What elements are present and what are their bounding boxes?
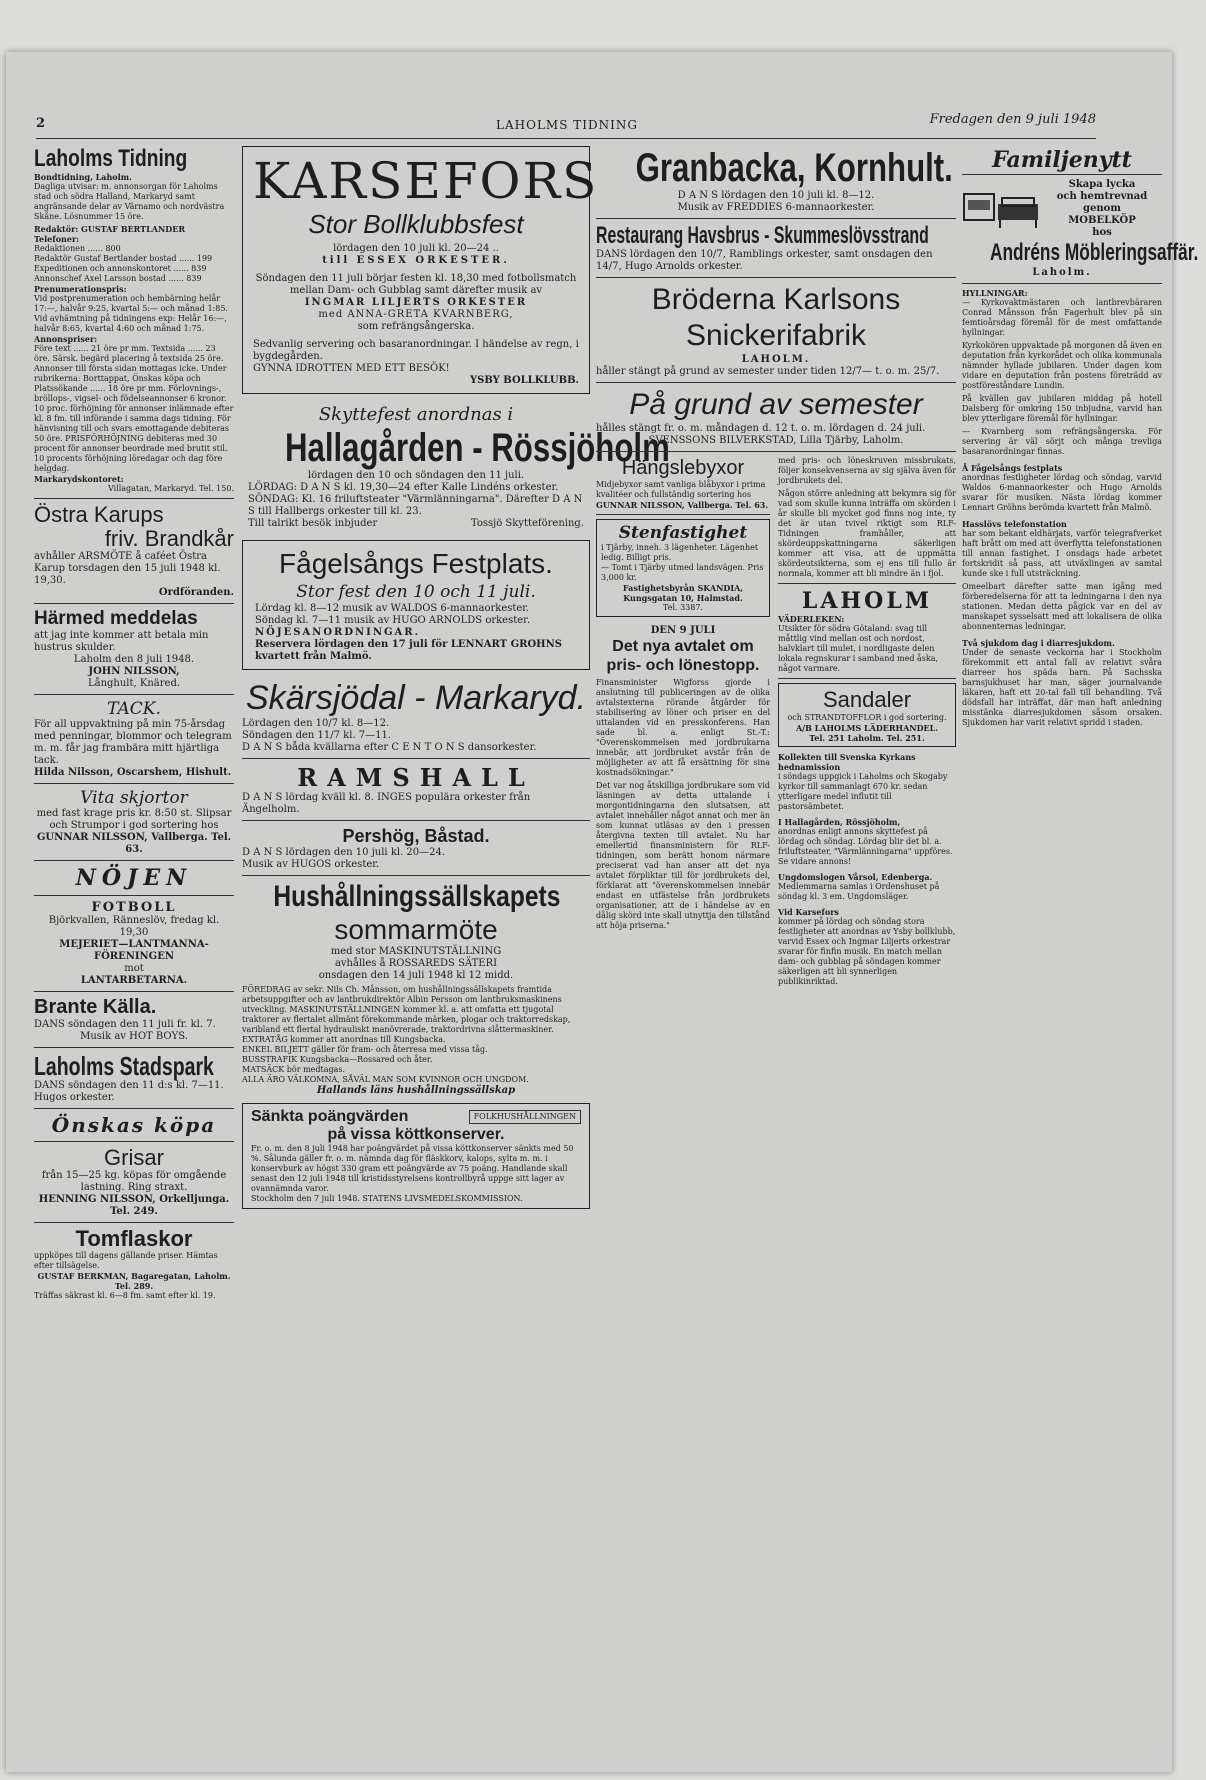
sten-sign: Tel. 3387. bbox=[663, 603, 703, 612]
ostra-karup-ad bbox=[34, 503, 234, 599]
sandaler-title: Sandaler bbox=[822, 687, 912, 712]
sankta-ad bbox=[242, 1103, 590, 1209]
skapa-line: genom bbox=[1083, 203, 1121, 214]
page-header bbox=[36, 112, 1096, 139]
skarsjodal-ad bbox=[242, 678, 590, 754]
hush-line: med stor MASKINUTSTÄLLNING bbox=[330, 946, 502, 957]
granbacka-ad bbox=[596, 146, 956, 214]
fotboll-text: Björkvallen, Ränneslöv, fredag kl. 19,30 bbox=[48, 915, 220, 938]
tack-sign: Hilda Nilsson, Oscarshem, Hishult. bbox=[34, 767, 232, 778]
tack-ad bbox=[34, 699, 234, 779]
sankta-sign: Stockholm den 7 juli 1948. STATENS LIVSMEDELSKOMMISSION. bbox=[251, 1194, 523, 1203]
sankta-head bbox=[251, 1108, 581, 1126]
karsefors-line: till ESSEX ORKESTER. bbox=[322, 255, 510, 266]
col3-left bbox=[596, 456, 770, 987]
fagel-line: Lördag kl. 8—12 musik av WALDOS 6-mannaorkester. bbox=[255, 603, 530, 614]
skarsjo-title: Skärsjödal - Markaryd. bbox=[245, 679, 587, 717]
prenum-text: Vid postprenumeration och hembärning helår 17:—, halvår 9:25, kvartal 5:— och månad 1:85. Vid avhämtning på tidningens exp: Helår 16:—, halvår 8:65, kvartal 4:60 och månad 1:75. bbox=[34, 294, 228, 333]
karsefors-ad bbox=[242, 146, 599, 394]
article-paragraph: med pris- och löneskruven missbrukats, följer konsekvenserna av sig själva även för jordbrukets del. bbox=[778, 456, 956, 485]
karsefors-line: GYNNA IDROTTEN MED ETT BESÖK! bbox=[253, 363, 450, 374]
sankta-box: FOLKHUSHÅLLNINGEN bbox=[469, 1110, 581, 1124]
furniture-icon bbox=[962, 186, 1042, 232]
tomflaskor-ad bbox=[34, 1227, 234, 1301]
sandaler-ad bbox=[778, 683, 956, 747]
skytte-line: LÖRDAG: D A N S kl. 19,30—24 efter Kalle Lindéns orkester. bbox=[248, 482, 559, 493]
ungdom-title: Ungdomslogen Vårsol, Edenberga. bbox=[778, 872, 933, 882]
pershog-title: Pershög, Båstad. bbox=[342, 826, 490, 846]
markaryd-address: Villagatan, Markaryd. Tel. 150. bbox=[107, 484, 234, 493]
ostra-title: Östra Karups bbox=[34, 502, 164, 527]
pershog-line: Musik av HUGOS orkester. bbox=[242, 859, 380, 870]
karsefors-line: med ANNA-GRETA KVARNBERG, bbox=[318, 309, 514, 320]
vader-text: Utsikter för södra Götaland: svag till måttlig vind mellan ost och nordost, halvklart till mulet, i nordligaste delen lokala regnskurar i samband med åska, något varmare. bbox=[778, 624, 939, 673]
sandaler-sign: Tel. 251 Laholm. Tel. 251. bbox=[809, 733, 925, 743]
skarsjo-line: Lördagen den 10/7 kl. 8—12. bbox=[242, 718, 390, 729]
tomflaskor-sign: GUSTAF BERKMAN, Bagaregatan, Laholm. Tel. 289. bbox=[37, 1271, 231, 1291]
masthead-intro: Dagliga utvisar: m. annonsorgan för Laholms stad och södra Halland, Markaryd samt angränsande delar av Värnamo och nordvästra Skåne. Lösnummer 15 öre. bbox=[34, 182, 225, 221]
ostra-text: avhåller ARSMÖTE å caféet Östra Karup torsdagen den 15 juli 1948 kl. 19,30. bbox=[34, 551, 221, 586]
sandaler-sign: A/B LAHOLMS LÄDERHANDEL. bbox=[795, 723, 939, 733]
hush-line: MATSÄCK bör medtagas. bbox=[242, 1065, 346, 1074]
phone-row: Annonschef Axel Larsson bostad ...... 839 bbox=[34, 274, 202, 283]
fotboll-title: FOTBOLL bbox=[91, 900, 177, 915]
phone-row: Redaktionen ...... 800 bbox=[34, 244, 121, 253]
fotboll-opp: LANTARBETARNA. bbox=[80, 975, 188, 986]
vita-sign: GUNNAR NILSSON, Vallberga. Tel. 63. bbox=[36, 832, 232, 855]
paper-name: LAHOLMS TIDNING bbox=[496, 118, 638, 132]
hush-title: Hushållningssällskapets bbox=[273, 880, 561, 913]
fagel-subtitle: Stor fest den 10 och 11 juli. bbox=[296, 582, 536, 602]
issue-date: Fredagen den 9 juli 1948 bbox=[929, 112, 1096, 127]
karsefors-sign: YSBY BOLLKLUBB. bbox=[470, 375, 579, 386]
article-date: DEN 9 JULI bbox=[650, 625, 716, 636]
fagel-title: Fågelsångs Festplats. bbox=[279, 548, 553, 579]
article-paragraph: Finansminister Wigforss gjorde i anslutning till publiceringen av de olika avtalstexterna rörande åtgärder för stabilisering av löner och priser en del uttalanden vid en presskonferens. Han sade bl. a. enligt St.-T.: "Överenskommelsen med jordbrukarna innebär, att jordbruket avstår från de möjligheter av att få ersättning för sina kostnadsökningar." bbox=[596, 678, 770, 777]
hang-title: Hängslebyxor bbox=[621, 457, 745, 479]
ungdom-text: Medlemmarna samlas i Ordenshuset på söndag kl. 3 em. Ungdomsläger. bbox=[778, 882, 940, 901]
skytte-line: lördagen den 10 och söndagen den 11 juli. bbox=[307, 470, 525, 481]
page-number: 2 bbox=[36, 116, 46, 131]
kollekt-title: Kollekten till Svenska Kyrkans hednamission bbox=[778, 752, 916, 772]
sten-title: Stenfastighet bbox=[618, 523, 748, 543]
harmed-title: Härmed meddelas bbox=[34, 608, 198, 629]
semester-title: På grund av semester bbox=[629, 388, 923, 421]
sten-line: — Tomt i Tjärby utmed landsvägen. Pris 3,000 kr. bbox=[601, 563, 764, 582]
havsbrus-title: Restaurang Havsbrus - Skummeslövsstrand bbox=[596, 222, 929, 249]
phones-label: Telefoner: bbox=[34, 234, 80, 244]
ostra-sign: Ordföranden. bbox=[158, 587, 234, 598]
fagel-news-text: anordnas festligheter lördag och söndag, varvid Waldos 6-mannaorkester och Hugo Arnolds svarar för musiken. Nästa lördag kommer Lennart Gröhns berömda kvartett från Malmö. bbox=[962, 473, 1162, 512]
newspaper-page bbox=[6, 52, 1199, 1772]
skytte-sign: Tossjö Skytteförening. bbox=[470, 518, 584, 529]
hyll-paragraph: På kvällen gav jubilaren middag på hotell Dalsberg för omkring 150 inbjudna, varvid han blev ytterligare föremål för hyllningar. bbox=[962, 394, 1162, 423]
karsefors-line: som refrängsångerska. bbox=[357, 321, 475, 332]
fagel-line: Söndag kl. 7—11 musik av HUGO ARNOLDS orkester. bbox=[255, 615, 531, 626]
column-1 bbox=[34, 146, 234, 1301]
stadspark-ad bbox=[34, 1052, 234, 1104]
havsbrus-ad bbox=[596, 223, 956, 273]
brante-title: Brante Källa. bbox=[34, 996, 157, 1018]
karse-text: kommer på lördag och söndag stora festligheter att anordnas av Ysby bollklubb, varvid Essex och Ingmar Liljerts orkestrar svarar för finfin musik. En match mellan dam- och gubblag på söndagen kommer säkerligen att bli synnerligen publikinriktad. bbox=[778, 917, 956, 986]
karsefors-line: lördagen den 10 juli kl. 20—24 .. bbox=[333, 243, 499, 254]
fagelsang-ad bbox=[242, 540, 590, 670]
skarsjo-line: D A N S båda kvällarna efter C E N T O N S dansorkester. bbox=[242, 742, 537, 753]
granbacka-line: Musik av FREDDIES 6-mannaorkester. bbox=[677, 202, 875, 213]
article-paragraph: Någon större anledning att bekymra sig för vad som skulle kunna inträffa om skörden i år skulle bli mycket god finns nog inte, ty det är utan tvivel riktigt som RLF-Tidningen framhåller, att skördeuppskattningarna säkerligen kommer att visa, att de uppmätta skördeutsikterna, som ej ens till fullo är normala, kommer att bli mindre än i fjol. bbox=[778, 489, 956, 578]
skapa-line: MOBELKÖP bbox=[1068, 215, 1136, 226]
masthead-subtitle: Bondtidning, Laholm. bbox=[34, 172, 132, 182]
fagel-line: Reservera lördagen den 17 juli för LENNART GROHNS kvartett från Malmö. bbox=[255, 639, 562, 662]
tack-title: TACK. bbox=[107, 699, 161, 719]
vita-text: med fast krage pris kr. 8:50 st. Slipsar och Strumpor i god sortering hos bbox=[36, 808, 232, 831]
hyll-paragraph: — Kvarnberg som refrängsångerska. För servering är väl sörjt och många trevliga basaranordningar finnas. bbox=[962, 427, 1162, 456]
ramshall-line: D A N S lördag kväll kl. 8. INGES populära orkester från Ängelholm. bbox=[242, 792, 531, 815]
annons-text: Före text ...... 21 öre pr mm. Textsida ...... 23 öre. Särsk. begärd placering å textsida 25 öre. Annonser till första sidan mottagas icke. Under rubrikerna: Borttappat, Önskas köpa och Platssökande ...... 18 öre pr mm. Förlovnings-, bröllops-, vigsel- och födelseannonser 6 kronor. 10 proc. förhöjning för annonser inlämnade efter kl. 8 fm. till införande i samma dags tidning. För hänvisning till och svars emottagande debiteras 50 öre. PRISFÖRHÖJNING debiteras med 30 procent för annonser beordrade med brutit stil. 10 procents förhöjning löredagar och dag före helgdag. bbox=[34, 344, 234, 473]
vita-skjortor-ad bbox=[34, 788, 234, 856]
phone-row: Redaktör Gustaf Bertlander bostad ...... 199 bbox=[34, 254, 213, 263]
masthead-title: Laholms Tidning bbox=[34, 145, 188, 172]
fagel-line: NÖJESANORDNINGAR. bbox=[255, 627, 421, 638]
sankta-title: Sänkta poängvärden bbox=[251, 1108, 409, 1125]
hassl-title: Hasslövs telefonstation bbox=[962, 519, 1067, 529]
andrens-ad bbox=[962, 179, 1162, 239]
brante-ad bbox=[34, 996, 234, 1043]
karse-title: Vid Karsefors bbox=[778, 907, 839, 917]
hyll-paragraph: — Kyrkovaktmästaren och lantbrevbäraren Conrad Månsson från Fagerhult blev på sin femtioårsdag föremål för de mest omfattande hyllningar. bbox=[962, 298, 1162, 337]
masthead-editor: Redaktör: GUSTAF BERTLANDER bbox=[34, 224, 185, 234]
prenum-label: Prenumerationspris: bbox=[34, 284, 127, 294]
harmed-ad bbox=[34, 608, 234, 690]
col3-split bbox=[596, 456, 956, 987]
sandaler-line: och STRANDTOFFLOR i god sortering. bbox=[787, 713, 947, 722]
karsefors-subtitle: Stor Bollklubbsfest bbox=[308, 209, 524, 239]
tva-title: Två sjukdom dag i diarresjukdom. bbox=[962, 638, 1115, 648]
grisar-ad bbox=[34, 1146, 234, 1218]
broderna-ad bbox=[596, 282, 956, 378]
hush-title-2: sommarmöte bbox=[334, 914, 498, 945]
broderna-place: LAHOLM. bbox=[741, 354, 811, 365]
broderna-title: Bröderna Karlsons bbox=[651, 283, 901, 316]
stadspark-title: Laholms Stadspark bbox=[34, 1051, 214, 1081]
vita-title: Vita skjortor bbox=[80, 788, 188, 808]
column-2 bbox=[242, 146, 670, 1209]
harmed-addr: Långhult, Knäred. bbox=[87, 678, 181, 689]
skytte-footer bbox=[248, 518, 584, 530]
tva-text: Under de senaste veckorna har i Stockholm förekommit ett antal fall av relativt svåra diarreer hos späda barn. På Sachsska barnsjukhuset har man, säger journalvande läkaren, haft ett 20-tal fall till behandling. Två dödsfall har inträffat, där man haft anledning misstänka diarresjukdomen såsom orsaken. Sjukdomen har varit relativt spridd i staden. bbox=[962, 648, 1162, 727]
sten-line: i Tjärby, inneh. 3 lägenheter. Lägenhet ledig. Billigt pris. bbox=[601, 543, 759, 562]
tack-text: För all uppvaktning på min 75-årsdag med penningar, blommor och telegram m. m. får jag frambära mitt hjärtliga tack. bbox=[34, 719, 232, 766]
laholm-heading: LAHOLM bbox=[801, 588, 933, 614]
familj-heading: Familjenytt bbox=[962, 146, 1162, 175]
skytte-invite: Till talrikt besök inbjuder bbox=[248, 518, 378, 529]
hallag-text: anordnas enligt annons skyttefest på lördag och söndag. Lördag blir det bl. a. friluftsteater, "Värmlänningarna" uppföres. Se vidare annons! bbox=[778, 827, 953, 866]
hassl-text: har som bekant eldhärjats, varför telegrafverket haft brått om med att överflytta telefonstationen till annan fastighet. I onsdags hade arbetet fortskridit så pass, att utväxlingen av samtal kunde ske i full utsträckning. bbox=[962, 529, 1162, 578]
sankta-body: Fr. o. m. den 8 juli 1948 har poängvärdet på vissa köttkonserver sänkts med 50 %. Sålunda gäller fr. o. m. nämnda dag för fläskkorv, kalops, sylta m. m. i konservburk av högst 330 gram ett poängvärde av 75 poäng. Handlande skall senast den 12 juli 1948 till kristidsstyrelsens kontrollbyrå uppge sitt lager av ovannämnda varor. bbox=[251, 1144, 574, 1193]
sankta-subtitle: på vissa köttkonserver. bbox=[327, 1126, 505, 1143]
fagel-news-title: Å Fågelsångs festplats bbox=[962, 463, 1063, 473]
stadspark-text: DANS söndagen den 11 d:s kl. 7—11. Hugos orkester. bbox=[34, 1080, 224, 1103]
annons-label: Annonspriser: bbox=[34, 334, 98, 344]
ramshall-title: RAMSHALL bbox=[297, 763, 535, 792]
andrens-title: Andréns Möbleringsaffär. bbox=[990, 239, 1199, 266]
article-paragraph: Det var nog åtskilliga jordbrukare som vid läsningen av detta uttalande i morgontidningarna den slutsatsen, att avtalet innehåller något annat och mer än som kunnat utläsas av den i pressen återgivna texten till avtalet. Nu har emellertid finansministern för RLF-tidningen, som berätt honom närmare preciserat vad han anser att det nya avtalet förpliktar till för jordbrukets del, förklarat att "överenskommelsen innebär endast en utfästelse från jordbrukets organisationer, att de i händelse av en dålig skörd inte skall utnyttja den tillstånd att höja priserna." bbox=[596, 781, 770, 930]
karsefors-line: Sedvanlig servering och basaranordningar. I händelse av regn, i bygdegården. bbox=[253, 339, 579, 362]
grisar-title: Grisar bbox=[104, 1145, 164, 1170]
hyll-label: HYLLNINGAR: bbox=[962, 288, 1028, 298]
grisar-text: från 15—25 kg. köpas för omgående lastning. Ring straxt. bbox=[41, 1170, 227, 1193]
tomflaskor-note: Träffas säkrast kl. 6—8 fm. samt efter kl. 19. bbox=[34, 1291, 216, 1300]
markaryd-label: Markarydskontoret: bbox=[34, 474, 124, 484]
hush-body: FÖREDRAG av sekr. Nils Ch. Månsson, om hushållningssällskapets framtida arbetsuppgifter och av lantbrukdirektör Albin Persson om lantbruksmaskinens utveckling. MASKINUTSTÄLLNINGEN kommer kl. a. att omfatta ett tjugotal traktorer av flertalet allmänt förekommande märken, plogar och traktorredskap, varibland ett flertal hydrauliskt manövrerade, traktordrivna slåttermaskiner. EXTRATÅG kommer att anordnas till Kungsbacka. bbox=[242, 985, 571, 1044]
ome-text: Omeelbart därefter satte man igång med förberedelserna för att ta ledningarna i den nya stationen. Medan detta pågick var en del av manskapet sysselsatt med att lokalisera de olika abonnenternas ledningar. bbox=[962, 582, 1162, 631]
ramshall-ad bbox=[242, 763, 590, 816]
hush-sign: Hallands läns hushållningssällskap bbox=[316, 1085, 516, 1096]
hallag-title: I Hallagården, Rössjöholm, bbox=[778, 817, 901, 827]
granbacka-line: D A N S lördagen den 10 juli kl. 8—12. bbox=[677, 190, 875, 201]
karsefors-title: KARSEFORS bbox=[253, 152, 599, 210]
skapa-line: hos bbox=[1092, 227, 1112, 238]
skyttefest-ad bbox=[242, 404, 670, 530]
skytte-head: Skyttefest anordnas i bbox=[318, 404, 514, 425]
skapa-text bbox=[1042, 179, 1162, 239]
hushallning-ad bbox=[242, 880, 590, 1097]
karsefors-line: INGMAR LILJERTS ORKESTER bbox=[304, 297, 528, 308]
hush-line: ENKEL BILJETT gäller för fram- och återresa med vissa tåg. bbox=[242, 1045, 488, 1054]
stenfastighet-ad bbox=[596, 519, 770, 617]
fotboll-teams: MEJERIET—LANTMANNA-FÖRENINGEN bbox=[59, 939, 209, 962]
sten-sign: Fastighetsbyrån SKANDIA, bbox=[622, 583, 744, 593]
onskas-heading: Önskas köpa bbox=[51, 1113, 217, 1137]
ostra-title-2: friv. Brandkår bbox=[104, 526, 234, 551]
skarsjo-line: Söndagen den 11/7 kl. 7—11. bbox=[242, 730, 392, 741]
semester-line: hålles stängt fr. o. m. måndagen d. 12 t. o. m. lördagen d. 24 juli. bbox=[596, 423, 926, 434]
column-4 bbox=[962, 146, 1199, 728]
nojen-heading: NÖJEN bbox=[75, 865, 193, 891]
hangslebyxor-ad bbox=[596, 456, 770, 510]
havsbrus-line: DANS lördagen den 10/7, Ramblings orkester, samt onsdagen den 14/7, Hugo Arnolds orkester. bbox=[596, 249, 933, 272]
fotboll-ad bbox=[34, 900, 234, 987]
harmed-name: JOHN NILSSON, bbox=[88, 666, 180, 677]
sten-sign: Kungsgatan 10, Halmstad. bbox=[623, 593, 743, 603]
kollekt-text: i söndags uppgick i Laholms och Skogaby kyrkor till sammanlagt 670 kr. sedan ytterligare medel influtit till pastorsämbetet. bbox=[778, 772, 948, 811]
phone-row: Expeditionen och annonskontoret ...... 839 bbox=[34, 264, 207, 273]
column-3 bbox=[596, 146, 956, 987]
karsefors-line: Söndagen den 11 juli börjar festen kl. 18,30 med fotbollsmatch mellan Dam- och Gubblag samt därefter musik av bbox=[255, 273, 577, 296]
article-title: Det nya avtalet om pris- och lönestopp. bbox=[606, 638, 760, 674]
andrens-place: Laholm. bbox=[1032, 267, 1092, 278]
harmed-place: Laholm den 8 juli 1948. bbox=[73, 654, 195, 665]
semester-ad bbox=[596, 387, 956, 447]
grisar-sign: HENNING NILSSON, Orkelljunga. Tel. 249. bbox=[38, 1194, 230, 1217]
hang-line: Midjebyxor samt vanliga blåbyxor i prima kvalitéer och fullständig sortering hos bbox=[596, 480, 766, 499]
broderna-title-2: Snickerifabrik bbox=[685, 319, 867, 352]
hush-line: ALLA ÄRO VÄLKOMNA, SÅVÄL MAN SOM KVINNOR OCH UNGDOM. bbox=[242, 1075, 529, 1084]
brante-music: Musik av HOT BOYS. bbox=[80, 1031, 188, 1042]
skytte-line: SÖNDAG: Kl. 16 friluftsteater "Värmlänningarna". Därefter D A N S till Hallbergs orkester till kl. 23. bbox=[248, 494, 583, 517]
harmed-text: att jag inte kommer att betala min hustrus skulder. bbox=[34, 630, 209, 653]
skytte-title: Hallagården - Rössjöholm bbox=[284, 426, 670, 470]
col3-right bbox=[778, 456, 956, 987]
hush-line: BUSSTRAFIK Kungsbacka—Rossared och åter. bbox=[242, 1055, 433, 1064]
skapa-line: och hemtrevnad bbox=[1056, 191, 1148, 202]
hush-line: onsdagen den 14 juli 1948 kl 12 midd. bbox=[318, 970, 514, 981]
semester-sign: SVENSSONS BILVERKSTAD, Lilla Tjärby, Laholm. bbox=[648, 435, 904, 446]
fotboll-mot: mot bbox=[124, 963, 144, 974]
tomflaskor-text: uppköpes till dagens gällande priser. Hämtas efter tillsägelse. bbox=[34, 1251, 218, 1270]
broderna-line: håller stängt på grund av semester under tiden 12/7— t. o. m. 25/7. bbox=[596, 366, 940, 377]
hang-sign: GUNNAR NILSSON, Vallberga. Tel. 63. bbox=[596, 500, 769, 510]
pershog-line: D A N S lördagen den 10 juli kl. 20—24. bbox=[242, 847, 446, 858]
masthead-block bbox=[34, 146, 234, 494]
pershog-ad bbox=[242, 825, 590, 871]
granbacka-title: Granbacka, Kornhult. bbox=[635, 146, 953, 190]
hush-line: avhålles å ROSSAREDS SÄTERI bbox=[334, 958, 498, 969]
skapa-line: Skapa lycka bbox=[1068, 179, 1136, 190]
brante-text: DANS söndagen den 11 juli fr. kl. 7. bbox=[34, 1019, 216, 1030]
vader-label: VÄDERLEKEN: bbox=[778, 614, 845, 624]
hyll-paragraph: Kyrkokören uppvaktade på morgonen då även en deputation från kyrkorådet och olika kommunala nämnder hyllade jubilaren. Under dagen kom vidare en deputation från postens företrädd av postföreståndare Lundin. bbox=[962, 341, 1162, 390]
tomflaskor-title: Tomflaskor bbox=[75, 1226, 193, 1251]
